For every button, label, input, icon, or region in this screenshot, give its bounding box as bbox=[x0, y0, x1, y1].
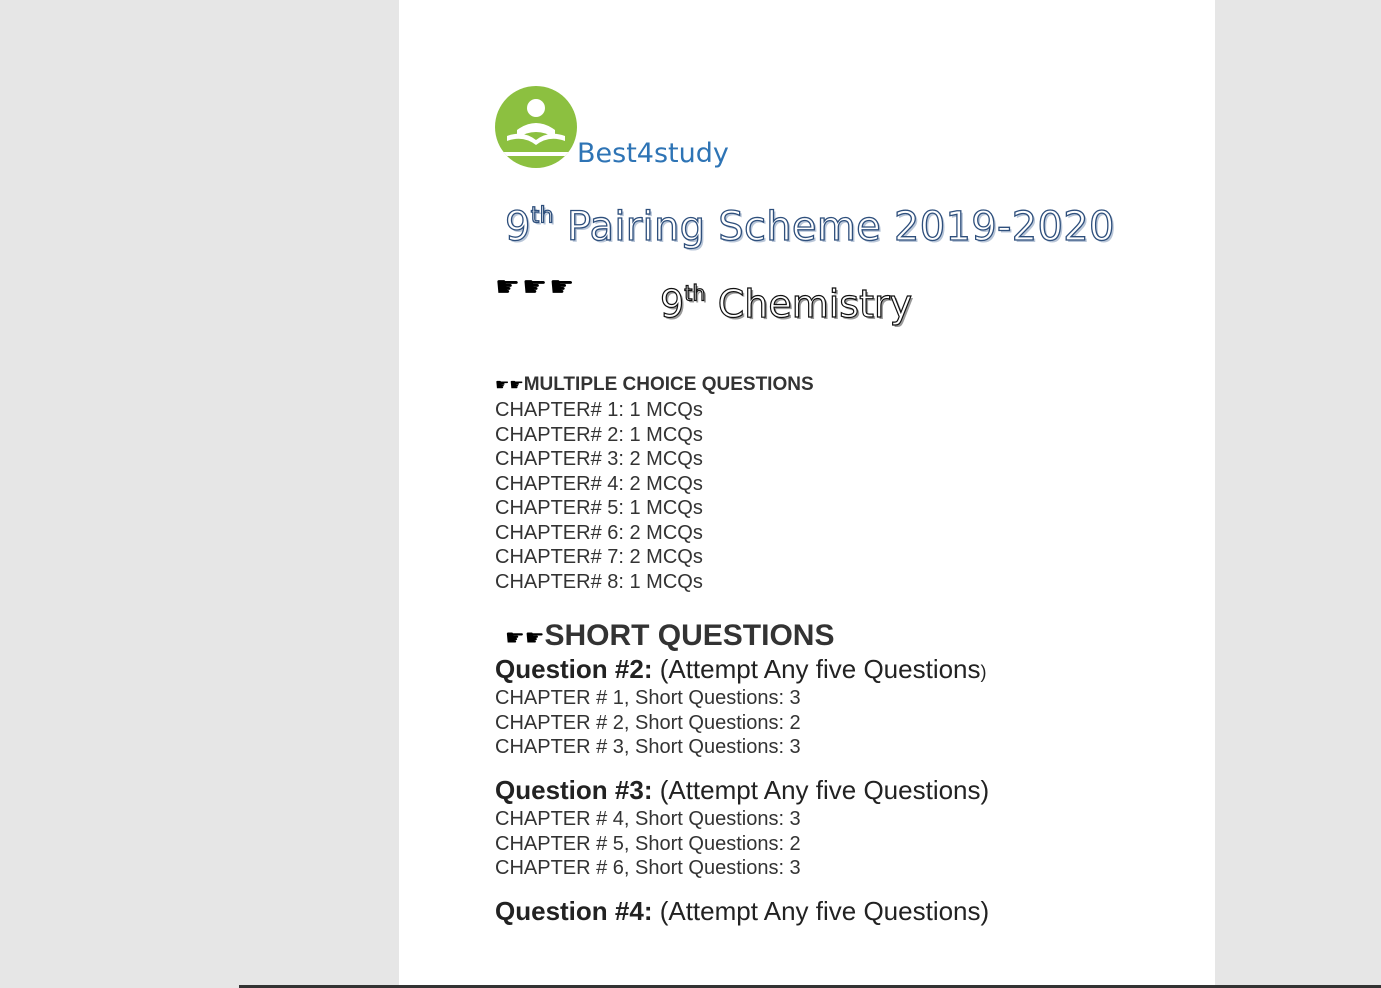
list-item: CHAPTER# 7: 2 MCQs bbox=[495, 546, 703, 568]
document-page bbox=[399, 0, 1215, 988]
list-item: CHAPTER # 3, Short Questions: 3 bbox=[495, 736, 801, 758]
list-item: CHAPTER # 5, Short Questions: 2 bbox=[495, 832, 801, 855]
list-item: CHAPTER# 8: 1 MCQs bbox=[495, 570, 703, 593]
mcq-heading-text: MULTIPLE CHOICE QUESTIONS bbox=[523, 374, 814, 395]
title-superscript: th bbox=[530, 203, 554, 229]
question-label: Question #2: bbox=[495, 654, 653, 684]
list-item: CHAPTER # 4, Short Questions: 3 bbox=[495, 808, 801, 830]
title-number: 9 bbox=[505, 204, 531, 250]
mcq-list bbox=[495, 398, 703, 594]
list-item: CHAPTER# 4: 2 MCQs bbox=[495, 472, 703, 495]
list-item: CHAPTER # 2, Short Questions: 2 bbox=[495, 711, 801, 734]
list-item: CHAPTER# 6: 2 MCQs bbox=[495, 521, 703, 544]
list-item: CHAPTER # 1, Short Questions: 3 bbox=[495, 687, 801, 709]
short-heading-text: SHORT QUESTIONS bbox=[544, 619, 835, 652]
question-note-end: ) bbox=[980, 662, 987, 682]
question-4-heading bbox=[495, 896, 989, 927]
brand-logo bbox=[495, 86, 755, 176]
question-label: Question #4: bbox=[495, 896, 653, 926]
question-3-list bbox=[495, 807, 801, 881]
pointing-hand-icon: ☛☛ bbox=[505, 625, 545, 650]
title-text: Pairing Scheme 2019-2020 bbox=[553, 204, 1115, 250]
subject-title bbox=[660, 282, 912, 326]
subject-text: Chemistry bbox=[705, 282, 913, 326]
question-note: (Attempt Any five Questions bbox=[652, 654, 981, 684]
list-item: CHAPTER# 2: 1 MCQs bbox=[495, 423, 703, 446]
list-item: CHAPTER # 6, Short Questions: 3 bbox=[495, 857, 801, 879]
question-2-heading bbox=[495, 654, 987, 685]
page-title bbox=[505, 204, 1115, 250]
list-item: CHAPTER# 5: 1 MCQs bbox=[495, 497, 703, 519]
question-3-heading bbox=[495, 775, 989, 806]
list-item: CHAPTER# 3: 2 MCQs bbox=[495, 448, 703, 470]
subject-superscript: th bbox=[684, 281, 706, 306]
question-note: (Attempt Any five Questions) bbox=[652, 896, 990, 926]
subject-number: 9 bbox=[660, 282, 685, 326]
reader-book-icon bbox=[495, 86, 577, 168]
pointing-hand-icons: ☛☛☛ bbox=[495, 271, 577, 302]
brand-name: Best4study bbox=[577, 138, 729, 169]
pointing-hand-icon: ☛☛ bbox=[495, 377, 524, 394]
mcq-section-heading bbox=[495, 374, 814, 396]
question-note: (Attempt Any five Questions) bbox=[652, 775, 990, 805]
question-label: Question #3: bbox=[495, 775, 653, 805]
list-item: CHAPTER# 1: 1 MCQs bbox=[495, 399, 703, 421]
question-2-list bbox=[495, 686, 801, 760]
short-section-heading bbox=[505, 619, 834, 653]
